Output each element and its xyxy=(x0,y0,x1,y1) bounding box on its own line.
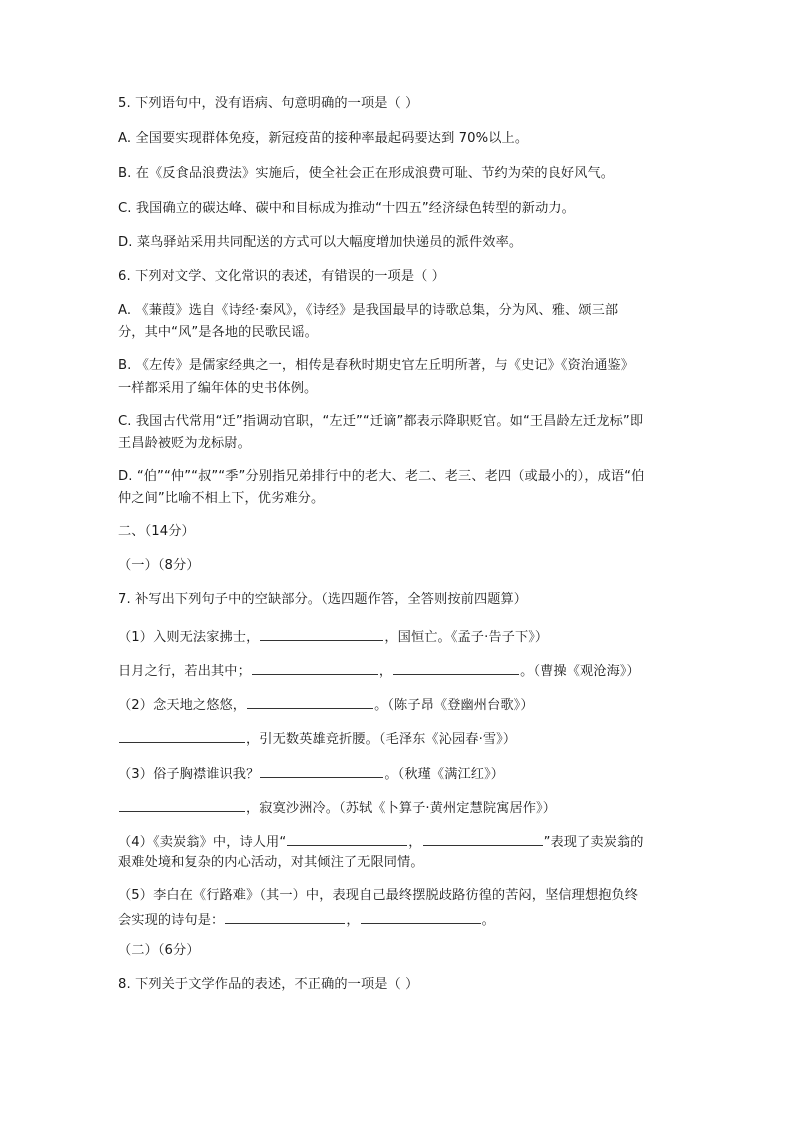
q7-item1 xyxy=(118,627,548,646)
q6-option-d-line1: D. “伯”“仲”“叔”“季”分别指兄弟排行中的老大、老二、老三、老四（或最小的），成语“伯 xyxy=(118,469,645,484)
q7-item1b-blank-2[interactable] xyxy=(393,661,519,675)
q7-item2-prefix: （2）念天地之悠悠， xyxy=(118,698,247,713)
q7-item3 xyxy=(118,764,504,783)
q7-item3b-blank[interactable] xyxy=(119,798,245,812)
q5-option-d: D. 菜鸟驿站采用共同配送的方式可以大幅度增加快递员的派件效率。 xyxy=(118,235,523,250)
q7-item1b-prefix: 日月之行，若出其中； xyxy=(118,664,251,679)
q7-item2b-suffix: ，引无数英雄竞折腰。（毛泽东《沁园春·雪》） xyxy=(246,732,517,747)
q7-item1-prefix: （1）入则无法家拂士， xyxy=(118,630,260,645)
q6-option-b-line2: 一样都采用了编年体的史书体例。 xyxy=(118,381,318,396)
q6-option-c-line2: 王昌龄被贬为龙标尉。 xyxy=(118,436,251,451)
q5-option-a: A. 全国要实现群体免疫，新冠疫苗的接种率最起码要达到 70%以上。 xyxy=(118,131,529,146)
q8-stem: 8. 下列关于文学作品的表述，不正确的一项是（ ） xyxy=(118,977,419,992)
q5-option-b: B. 在《反食品浪费法》实施后，使全社会正在形成浪费可耻、节约为荣的良好风气。 xyxy=(118,166,615,181)
q7-item4-suffix: ”表现了卖炭翁的 xyxy=(543,835,644,850)
q7-item1-blank[interactable] xyxy=(260,627,383,641)
q6-option-c-line1: C. 我国古代常用“迁”指调动官职，“左迁”“迁谪”都表示降职贬官。如“王昌龄左迁龙标”即 xyxy=(118,414,644,429)
q6-option-d-line2: 仲之间”比喻不相上下，优劣难分。 xyxy=(118,491,325,506)
q6-stem: 6. 下列对文学、文化常识的表述，有错误的一项是（ ） xyxy=(118,269,445,284)
q7-item1b xyxy=(118,661,640,680)
q7-item1b-suffix: 。（曹操《观沧海》） xyxy=(520,664,640,679)
part-two-heading: （二）（6分） xyxy=(118,943,200,958)
q7-item3-suffix: 。（秋瑾《满江红》） xyxy=(384,767,505,782)
q7-item5: （5）李白在《行路难》（其一）中，表现自己最终摆脱歧路彷徨的苦闷，坚信理想抱负终 xyxy=(118,888,639,903)
q7-item5b-prefix: 会实现的诗句是： xyxy=(118,913,225,928)
q7-item5b-blank-1[interactable] xyxy=(225,910,345,924)
section-two-heading: 二、（14分） xyxy=(118,524,195,539)
q7-item3-prefix: （3）俗子胸襟谁识我？ xyxy=(118,767,260,782)
q7-item4 xyxy=(118,832,644,851)
q7-item2-suffix: 。（陈子昂《登幽州台歌》） xyxy=(374,698,534,713)
q7-item2-blank[interactable] xyxy=(247,695,373,709)
q7-item4b: 艰难处境和复杂的内心活动，对其倾注了无限同情。 xyxy=(118,855,424,870)
q5-option-c: C. 我国确立的碳达峰、碳中和目标成为推动“十四五”经济绿色转型的新动力。 xyxy=(118,201,575,216)
part-one-heading: （一）（8分） xyxy=(118,558,200,573)
q6-option-a-line1: A. 《蒹葭》选自《诗经·秦风》，《诗经》是我国最早的诗歌总集，分为风、雅、颂三部 xyxy=(118,303,619,318)
q7-item5b-blank-2[interactable] xyxy=(361,910,481,924)
q7-item2b-blank[interactable] xyxy=(119,729,245,743)
q7-item5b xyxy=(118,910,495,929)
q7-item4-comma: ， xyxy=(408,835,422,850)
q7-item3b-suffix: ，寂寞沙洲冷。（苏轼《卜算子·黄州定慧院寓居作》） xyxy=(246,801,556,816)
q7-item3-blank[interactable] xyxy=(260,764,383,778)
q7-item4-prefix: （4）《卖炭翁》中，诗人用“ xyxy=(118,835,287,850)
q7-item4-blank-2[interactable] xyxy=(423,832,543,846)
q7-item2b xyxy=(118,729,516,748)
q7-item1b-blank-1[interactable] xyxy=(252,661,378,675)
q6-option-b-line1: B. 《左传》是儒家经典之一，相传是春秋时期史官左丘明所著，与《史记》《资治通鉴》 xyxy=(118,358,635,373)
q7-item1-suffix: ，国恒亡。《孟子·告子下》） xyxy=(384,630,549,645)
q7-item1b-comma: ， xyxy=(378,664,393,679)
q7-item5b-comma: ， xyxy=(346,913,360,928)
q7-item4-blank-1[interactable] xyxy=(287,832,407,846)
q6-option-a-line2: 分，其中“风”是各地的民歌民谣。 xyxy=(118,325,318,340)
q7-item3b xyxy=(118,798,556,817)
q7-item5b-suffix: 。 xyxy=(481,913,495,928)
q7-stem: 7. 补写出下列句子中的空缺部分。（选四题作答，全答则按前四题算） xyxy=(118,592,528,607)
q7-item2 xyxy=(118,695,534,714)
q5-stem: 5. 下列语句中，没有语病、句意明确的一项是（ ） xyxy=(118,96,419,111)
